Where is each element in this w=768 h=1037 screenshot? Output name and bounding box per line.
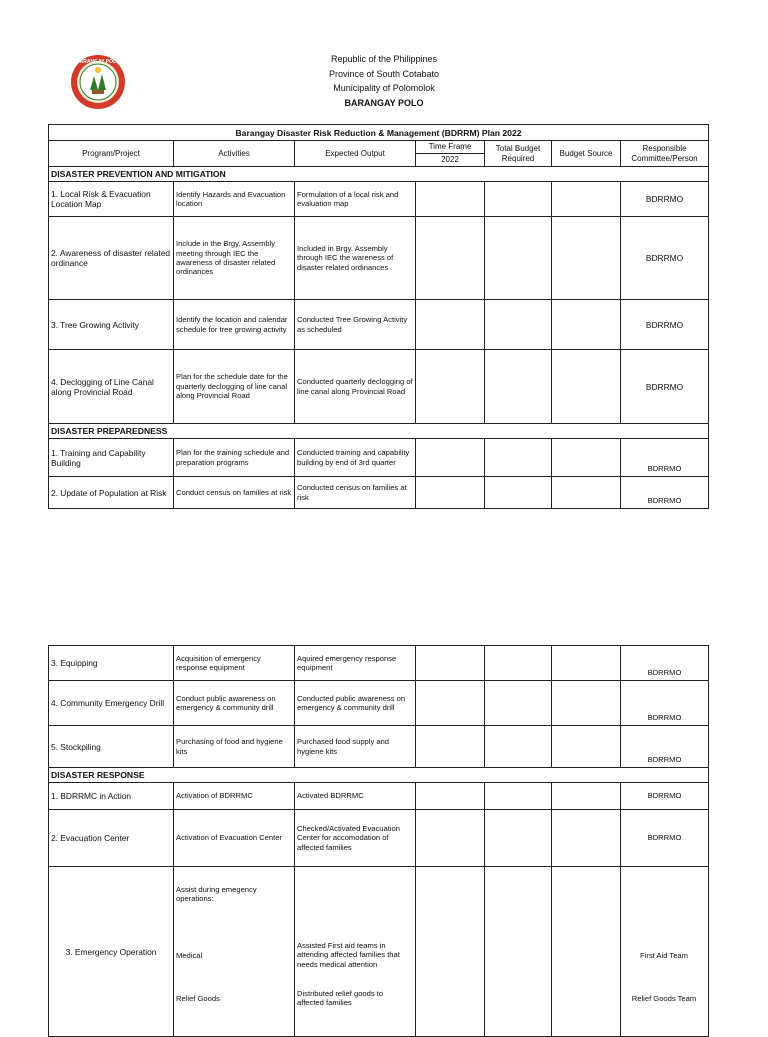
output-cell: Conducted training and capability building by end of 3rd quarter [295,439,416,477]
col-output: Expected Output [295,141,416,167]
table-row [49,646,709,681]
program-cell: 1. Training and Capability Building [49,439,174,477]
program-cell: 1. BDRRMC in Action [49,783,174,810]
relief-label: Relief Goods [176,994,220,1003]
program-cell: 3. Equipping [49,646,174,681]
program-cell: 5. Stockpiling [49,726,174,768]
col-activities: Activities [174,141,295,167]
activities-cell: Include in the Brgy. Assembly meeting through IEC the awareness of disaster related ordinances [174,217,295,300]
activities-cell: Purchasing of food and hygiene kits [174,726,295,768]
medical-output: Assisted First aid teams in attending affected families that needs medical attention [297,941,400,969]
program-cell: 1. Local Risk & Evacuation Location Map [49,182,174,217]
activities-cell: Conduct public awareness on emergency & community drill [174,681,295,726]
program-cell: 3. Emergency Operation [49,867,174,1037]
col-source: Budget Source [552,141,621,167]
program-cell: 3. Tree Growing Activity [49,300,174,350]
responsible-cell: BDRRMO [621,783,709,810]
responsible-cell: BDRRMO [621,300,709,350]
table-row [49,439,709,477]
program-cell: 4. Community Emergency Drill [49,681,174,726]
output-cell: Activated BDRRMC [295,783,416,810]
table-row [49,681,709,726]
header-barangay: BARANGAY POLO [344,97,424,108]
assist-label: Assist during emegency operations: [176,885,257,904]
table-row [49,350,709,424]
table-row [49,726,709,768]
header-province: Province of South Cotabato [328,68,440,79]
output-cell: Formulation of a local risk and evaluation map [295,182,416,217]
program-cell: 2. Evacuation Center [49,810,174,867]
output-cell: Included in Brgy. Assembly through IEC the wareness of disaster related ordinances [295,217,416,300]
section-response: DISASTER RESPONSE [49,768,709,783]
responsible-cell [621,867,709,1037]
col-year: 2022 [416,154,485,167]
output-cell [295,867,416,1037]
activities-cell: Activation of Evacuation Center [174,810,295,867]
responsible-cell: BDRRMO [621,726,709,768]
table-row [49,810,709,867]
table-row [49,182,709,217]
output-cell: Conducted public awareness on emergency & community drill [295,681,416,726]
header-municipality: Municipality of Polomolok [333,83,435,93]
section-preparedness: DISASTER PREPAREDNESS [49,424,709,439]
col-program: Program/Project [49,141,174,167]
activities-cell: Identify the location and calendar schedule for tree growing activity [174,300,295,350]
table-row [49,217,709,300]
program-cell: 2. Awareness of disaster related ordinance [49,217,174,300]
activities-cell: Plan for the training schedule and preparation programs [174,439,295,477]
output-cell: Purchased food supply and hygiene kits [295,726,416,768]
table-row [49,867,709,1037]
responsible-cell: BDRRMO [621,646,709,681]
medical-responsible: First Aid Team [640,951,688,960]
program-cell: 2. Update of Population at Risk [49,477,174,509]
col-budget: Total Budget Required [485,141,552,167]
responsible-cell: BDRRMO [621,810,709,867]
responsible-cell: BDRRMO [621,182,709,217]
output-cell: Conducted quarterly declogging of line canal along Provincial Road [295,350,416,424]
relief-responsible: Relief Goods Team [631,994,697,1003]
program-cell: 4. Declogging of Line Canal along Provincial Road [49,350,174,424]
output-cell: Conducted Tree Growing Activity as scheduled [295,300,416,350]
activities-cell [174,867,295,1037]
document-header [0,52,768,110]
plan-title: Barangay Disaster Risk Reduction & Management (BDRRM) Plan 2022 [49,125,709,141]
responsible-cell: BDRRMO [621,477,709,509]
col-timeframe: Time Frame [416,141,485,154]
bdrrm-plan-table-page2 [48,645,709,1037]
output-cell: Checked/Activated Evacuation Center for accomodation of affected families [295,810,416,867]
section-prevention: DISASTER PREVENTION AND MITIGATION [49,167,709,182]
table-row [49,477,709,509]
header-republic: Republic of the Philippines [330,54,438,64]
activities-cell: Activation of BDRRMC [174,783,295,810]
activities-cell: Plan for the schedule date for the quarterly declogging of line canal along Provincial Road [174,350,295,424]
output-cell: Aquired emergency response equipment [295,646,416,681]
col-responsible: Responsible Committee/Person [621,141,709,167]
medical-label: Medical [176,951,203,960]
responsible-cell: BDRRMO [621,439,709,477]
table-row [49,300,709,350]
activities-cell: Identify Hazards and Evacuation location [174,182,295,217]
responsible-cell: BDRRMO [621,350,709,424]
responsible-cell: BDRRMO [621,681,709,726]
table-row [49,783,709,810]
output-cell: Conducted census on families at risk [295,477,416,509]
responsible-cell: BDRRMO [621,217,709,300]
activities-cell: Acquisition of emergency response equipment [174,646,295,681]
relief-output: Distributed relief goods to affected families [297,989,384,1008]
activities-cell: Conduct census on families at risk [174,477,295,509]
bdrrm-plan-table-page1 [48,124,709,509]
svg-text:BARANGAY POLO: BARANGAY POLO [76,59,120,65]
